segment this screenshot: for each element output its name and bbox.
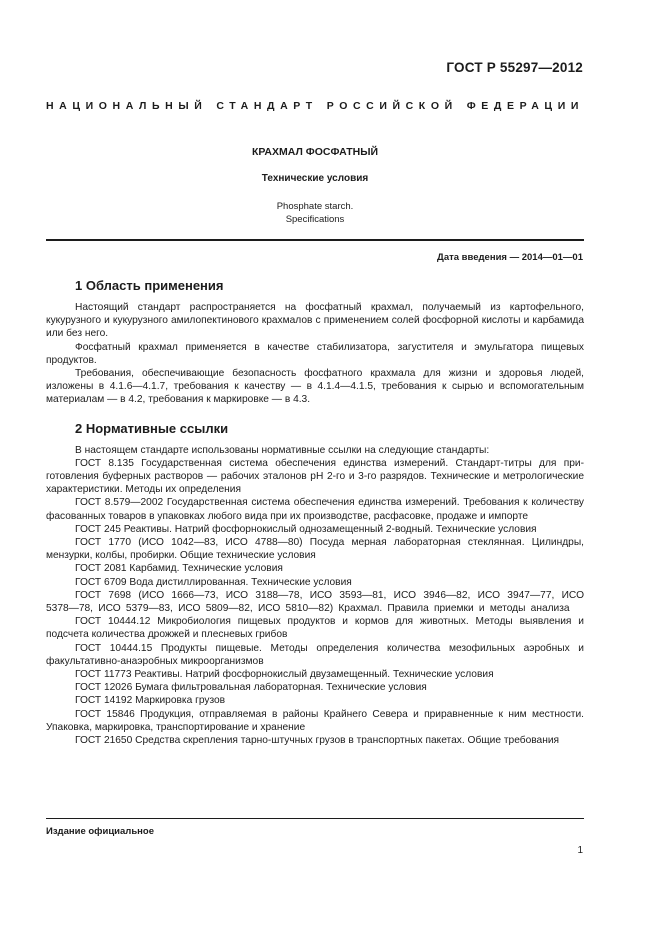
reference-item: ГОСТ 8.135 Государственная система обеспечения единства измерений. Стандарт-титры для приготовления буферных растворов — рабочих эталонов pH 2-го и 3-го разрядов. Технические и метрологические характеристики. Методы их определения — [46, 457, 584, 496]
paragraph: Фосфатный крахмал применяется в качестве стабилизатора, загустителя и эмульгатора пищевых продуктов. — [46, 341, 584, 366]
edition-label: Издание официальное — [46, 826, 154, 837]
paragraph: Настоящий стандарт распространяется на фосфатный крахмал, получаемый из картофельного, кукурузного и кукурузного амилопектинового крахмалов с применением солей фосфорной кислоты и карбамида или без него. — [46, 302, 584, 340]
reference-item: ГОСТ 245 Реактивы. Натрий фосфорнокислый однозамещенный 2-водный. Технические условия — [75, 523, 537, 535]
section-heading-normative-references: 2 Нормативные ссылки — [75, 420, 229, 436]
reference-item: ГОСТ 10444.12 Микробиология пищевых продуктов и кормов для животных. Методы выявления и подсчета количества дрожжей и плесневых грибов — [46, 616, 584, 641]
title-divider — [46, 239, 584, 241]
introduction-date: Дата введения — 2014—01—01 — [437, 252, 583, 263]
reference-item: ГОСТ 7698 (ИСО 1666—73, ИСО 3188—78, ИСО 3593—81, ИСО 3946—82, ИСО 3947—77, ИСО 5378—78, ИСО 5379—83, ИСО 5809—82, ИСО 5810—82) Крахмал. Правила приемки и методы анализа — [46, 589, 584, 615]
document-subtitle: Технические условия — [261, 173, 369, 184]
page-number: 1 — [577, 845, 583, 856]
reference-item: ГОСТ 15846 Продукция, отправляемая в районы Крайнего Севера и приравненные к ним местности. Упаковка, маркировка, транспортирование и хранение — [46, 708, 584, 733]
reference-item: ГОСТ 8.579—2002 Государственная система обеспечения единства измерений. Требования к количеству фасованных товаров в упаковках любого вида при их производстве, расфасовке, продаже и импорте — [46, 497, 584, 522]
reference-item: ГОСТ 14192 Маркировка грузов — [75, 695, 226, 707]
reference-item: ГОСТ 2081 Карбамид. Технические условия — [75, 563, 283, 575]
paragraph: Требования, обеспечивающие безопасность фосфатного крахмала для жизни и здоровья людей, изложены в 4.1.6—4.1.7, требования к качеству — в 4.1.4—4.1.5, требования к сырью и вспомогательным материалам — в 4.2, требования к маркировке — в 4.3. — [46, 368, 584, 406]
section-heading-scope: 1 Область применения — [75, 278, 224, 293]
reference-item: ГОСТ 11773 Реактивы. Натрий фосфорнокислый двузамещенный. Технические условия — [75, 669, 494, 681]
document-title: КРАХМАЛ ФОСФАТНЫЙ — [251, 146, 379, 158]
reference-item: ГОСТ 1770 (ИСО 1042—83, ИСО 4788—80) Посуда мерная лабораторная стеклянная. Цилиндры, мензурки, колбы, пробирки. Общие технические условия — [46, 537, 584, 562]
reference-item: ГОСТ 10444.15 Продукты пищевые. Методы определения количества мезофильных аэробных и факультативно-анаэробных микроорганизмов — [46, 642, 584, 667]
english-title — [46, 200, 584, 226]
reference-item: ГОСТ 12026 Бумага фильтровальная лабораторная. Технические условия — [75, 682, 427, 694]
national-standard-heading: НАЦИОНАЛЬНЫЙ СТАНДАРТ РОССИЙСКОЙ ФЕДЕРАЦИИ — [46, 100, 584, 112]
paragraph: В настоящем стандарте использованы нормативные ссылки на следующие стандарты: — [75, 444, 490, 456]
reference-item: ГОСТ 6709 Вода дистиллированная. Технические условия — [75, 576, 352, 588]
reference-item: ГОСТ 21650 Средства скрепления тарно-штучных грузов в транспортных пакетах. Общие требования — [75, 735, 560, 747]
footer-divider — [46, 818, 584, 819]
document-body — [46, 278, 584, 747]
english-title-line2: Specifications — [285, 214, 345, 225]
gost-code: ГОСТ Р 55297—2012 — [446, 60, 583, 75]
english-title-line1: Phosphate starch. — [276, 201, 354, 212]
